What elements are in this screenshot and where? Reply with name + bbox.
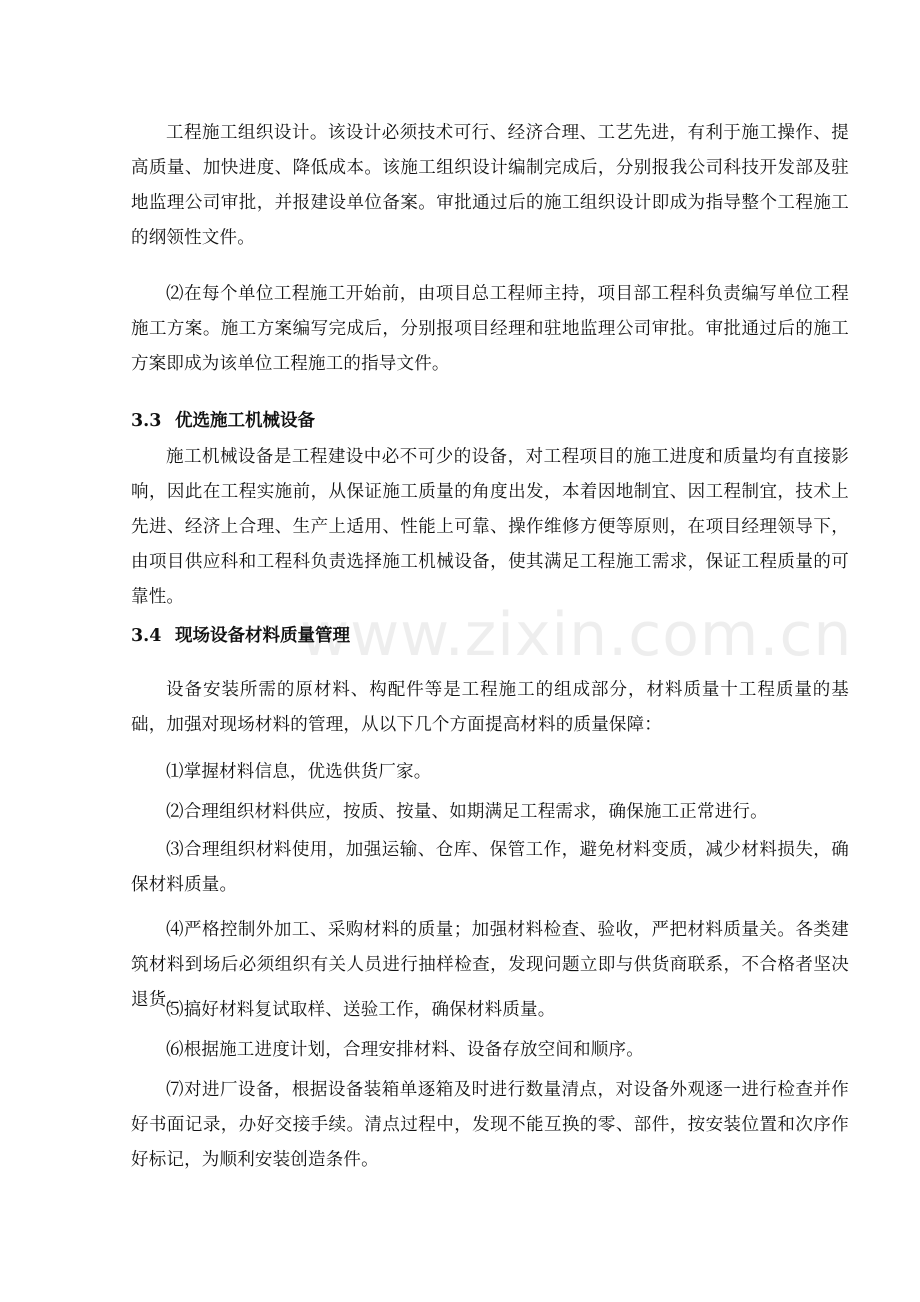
list-item-4: ⑷严格控制外加工、采购材料的质量；加强材料检查、验收，严把材料质量关。各类建筑材料到场后必须组织有关人员进行抽样检查，发现问题立即与供货商联系，不合格者坚决退货。 bbox=[131, 920, 849, 1010]
list-item-2: ⑵合理组织材料供应，按质、按量、如期满足工程需求，确保施工正常进行。 bbox=[166, 802, 768, 822]
section-heading-3-3 bbox=[131, 404, 849, 439]
section-heading-3-4 bbox=[131, 619, 849, 654]
list-item-6: ⑹根据施工进度计划，合理安排材料、设备存放空间和顺序。 bbox=[166, 1040, 644, 1060]
section-number: 3.3 bbox=[131, 411, 162, 431]
section-title: 优选施工机械设备 bbox=[175, 411, 315, 431]
paragraph-machinery: 施工机械设备是工程建设中必不可少的设备，对工程项目的施工进度和质量均有直接影响，因此在工程实施前，从保证施工质量的角度出发，本着因地制宜、因工程制宜，技术上先进、经济上合理、生产上适用、性能上可靠、操作维修方便等原则，在项目经理领导下，由项目供应科和工程科负责选择施工机械设备，使其满足工程施工需求，保证工程质量的可靠性。 bbox=[131, 447, 849, 607]
list-item-7: ⑺对进厂设备，根据设备装箱单逐箱及时进行数量清点，对设备外观逐一进行检查并作好书面记录，办好交接手续。清点过程中，发现不能互换的零、部件，按安装位置和次序作好标记，为顺利安装创造条件。 bbox=[131, 1080, 849, 1170]
paragraph-construction-design: 工程施工组织设计。该设计必须技术可行、经济合理、工艺先进，有利于施工操作、提高质量、加快进度、降低成本。该施工组织设计编制完成后，分别报我公司科技开发部及驻地监理公司审批，并报建设单位备案。审批通过后的施工组织设计即成为指导整个工程施工的纲领性文件。 bbox=[131, 123, 849, 248]
section-title: 现场设备材料质量管理 bbox=[175, 626, 350, 646]
section-number: 3.4 bbox=[131, 626, 162, 646]
list-item-3: ⑶合理组织材料使用，加强运输、仓库、保管工作，避免材料变质，减少材料损失，确保材料质量。 bbox=[131, 840, 849, 895]
watermark: www.zixin.com.cn bbox=[300, 600, 853, 670]
list-item-1: ⑴掌握材料信息，优选供货厂家。 bbox=[166, 762, 432, 782]
paragraph-item-2-construction-plan: ⑵在每个单位工程施工开始前，由项目总工程师主持，项目部工程科负责编写单位工程施工方案。施工方案编写完成后，分别报项目经理和驻地监理公司审批。审批通过后的施工方案即成为该单位工程施工的指导文件。 bbox=[131, 284, 849, 374]
paragraph-materials-intro: 设备安装所需的原材料、构配件等是工程施工的组成部分，材料质量十工程质量的基础，加强对现场材料的管理，从以下几个方面提高材料的质量保障： bbox=[131, 680, 849, 735]
list-item-5: ⑸搞好材料复试取样、送验工作，确保材料质量。 bbox=[166, 1000, 556, 1020]
